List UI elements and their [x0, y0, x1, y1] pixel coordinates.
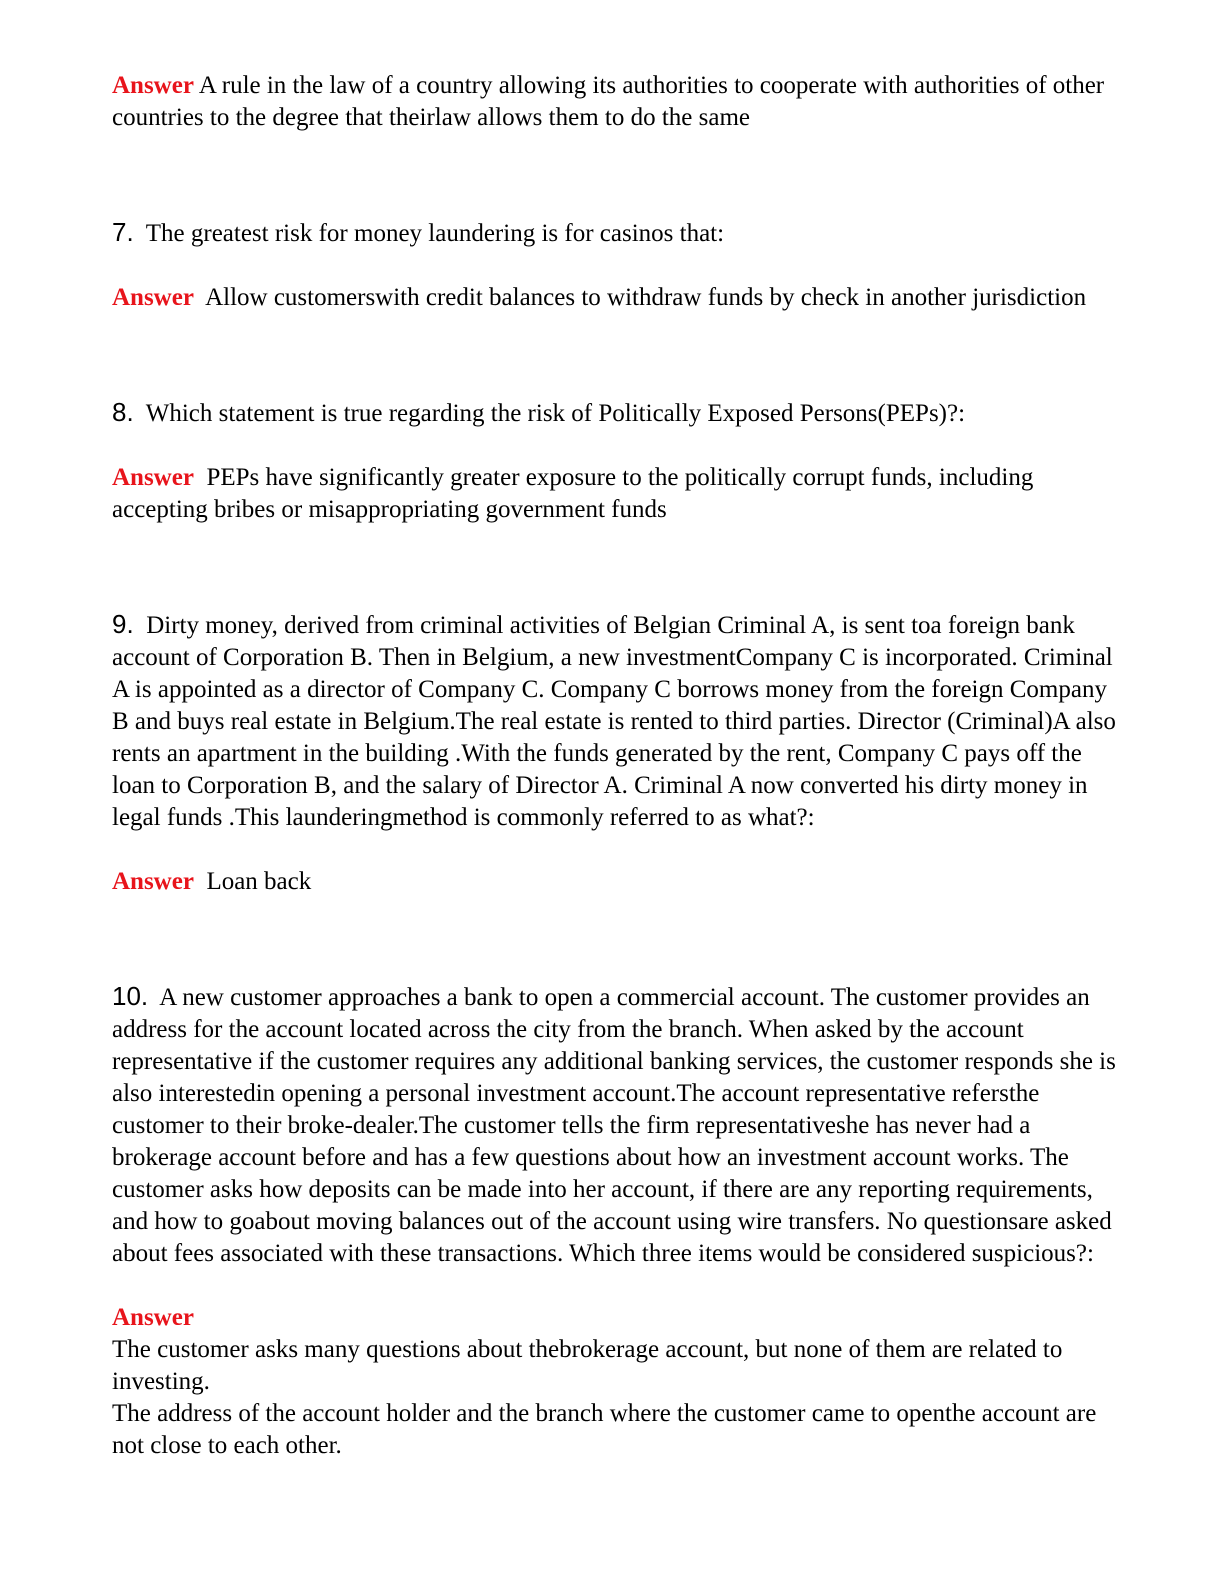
answer-text: A rule in the law of a country allowing its authorities to cooperate with authorities of other countries to the degree that theirlaw allows them to do the same: [112, 72, 1105, 131]
answer-7: [112, 282, 1122, 314]
question-number: 9.: [112, 609, 134, 639]
document-page: [112, 70, 1122, 1462]
previous-answer: [112, 70, 1122, 134]
question-number: 10.: [112, 981, 149, 1011]
answer-line-2: The address of the account holder and the branch where the customer came to openthe account are not close to each other.: [112, 1400, 1097, 1459]
answer-label: Answer: [112, 464, 194, 491]
answer-line-1: The customer asks many questions about thebrokerage account, but none of them are related to investing.: [112, 1336, 1063, 1395]
question-8: [112, 396, 1122, 430]
question-text: Which statement is true regarding the risk of Politically Exposed Persons(PEPs)?:: [145, 400, 966, 427]
answer-label: Answer: [112, 1304, 194, 1331]
question-number: 8.: [112, 397, 134, 427]
question-text: Dirty money, derived from criminal activities of Belgian Criminal A, is sent toa foreign bank account of Corporation B. Then in Belgium, a new investmentCompany C is incorporated. Criminal A is appointed as a director of Company C. Company C borrows money from the foreign Company B and buys real estate in Belgium.The real estate is rented to third parties. Director (Criminal)A also rents an apartment in the building .With the funds generated by the rent, Company C pays off the loan to Corporation B, and the salary of Director A. Criminal A now converted his dirty money in legal funds .This launderingmethod is commonly referred to as what?:: [112, 612, 1116, 831]
question-9: [112, 608, 1122, 834]
question-7: [112, 216, 1122, 250]
answer-9: [112, 866, 1122, 898]
answer-10: [112, 1302, 1122, 1462]
answer-label: Answer: [112, 72, 194, 99]
answer-text: Loan back: [206, 868, 312, 895]
question-10: [112, 980, 1122, 1270]
question-text: A new customer approaches a bank to open a commercial account. The customer provides an address for the account located across the city from the branch. When asked by the account representative if the customer requires any additional banking services, the customer responds she is also interestedin opening a personal investment account.The account representative refersthe customer to their broke-dealer.The customer tells the firm representativeshe has never had a brokerage account before and has a few questions about how an investment account works. The customer asks how deposits can be made into her account, if there are any reporting requirements, and how to goabout moving balances out of the account using wire transfers. No questionsare asked about fees associated with these transactions. Which three items would be considered suspicious?:: [112, 984, 1116, 1267]
answer-8: [112, 462, 1122, 526]
question-text: The greatest risk for money laundering is for casinos that:: [145, 220, 725, 247]
answer-text: Allow customerswith credit balances to withdraw funds by check in another jurisdiction: [205, 284, 1087, 311]
answer-label: Answer: [112, 868, 194, 895]
question-number: 7.: [112, 217, 134, 247]
answer-text: PEPs have significantly greater exposure to the politically corrupt funds, including accepting bribes or misappropriating government funds: [112, 464, 1034, 523]
answer-label: Answer: [112, 284, 194, 311]
